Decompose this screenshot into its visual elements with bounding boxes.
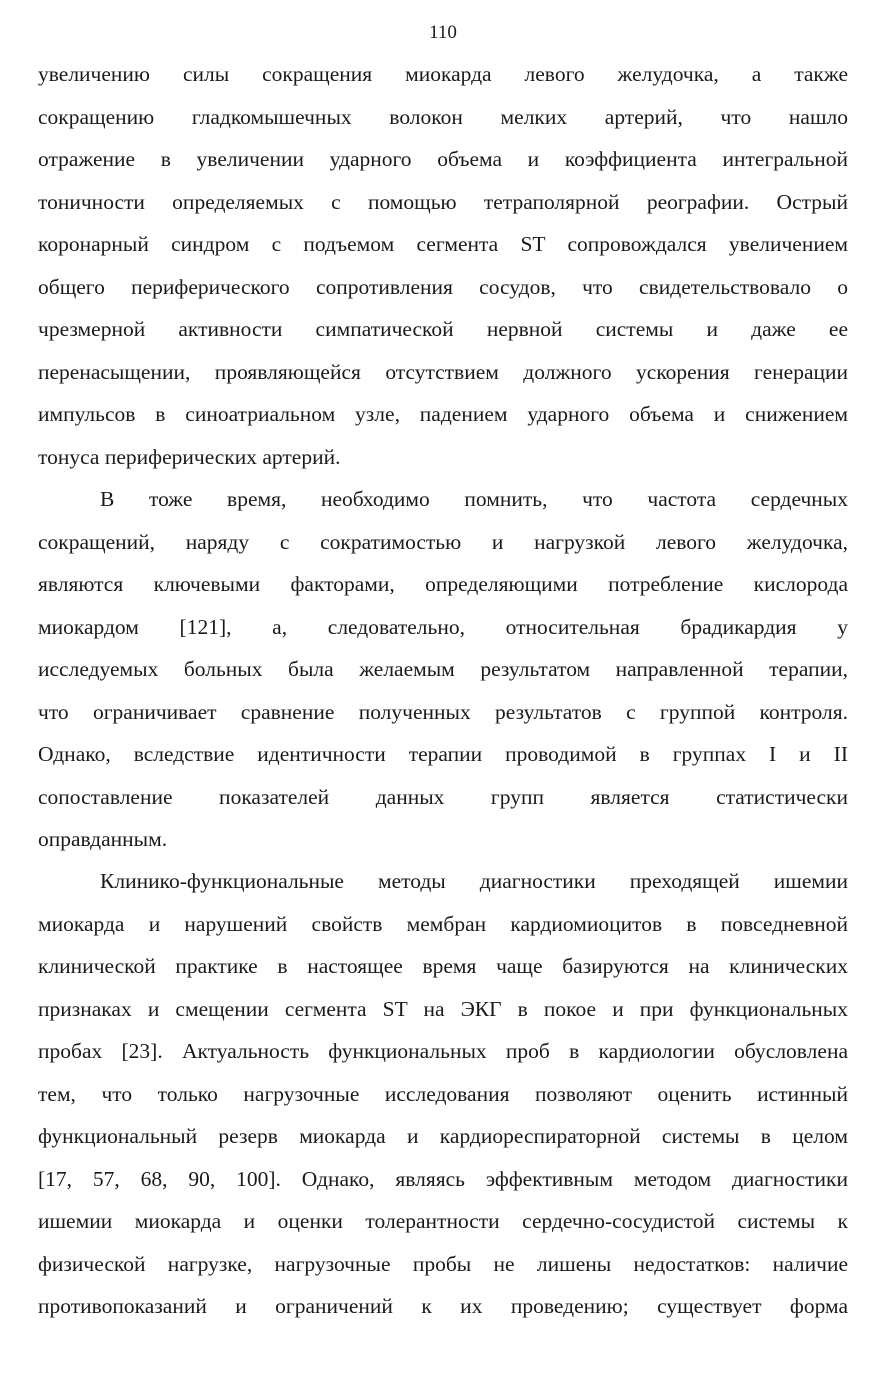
paragraph-2: [38, 478, 848, 861]
text-line: импульсов в синоатриальном узле, падением ударного объема и снижением: [38, 402, 848, 426]
text-line: Клинико-функциональные методы диагностики преходящей ишемии: [100, 869, 848, 893]
text-line: функциональный резерв миокарда и кардиореспираторной системы в целом: [38, 1124, 848, 1148]
text-line: противопоказаний и ограничений к их проведению; существует форма: [38, 1294, 848, 1318]
text-line: коронарный синдром с подъемом сегмента ST сопровождался увеличением: [38, 232, 848, 256]
text-line: пробах [23]. Актуальность функциональных проб в кардиологии обусловлена: [38, 1039, 848, 1063]
text-line: тоничности определяемых с помощью тетраполярной реографии. Острый: [38, 189, 848, 214]
text-line: чрезмерной активности симпатической нервной системы и даже ее: [38, 317, 848, 341]
text-line: миокардом [121], а, следовательно, относительная брадикардия у: [38, 614, 848, 639]
text-line: Однако, вследствие идентичности терапии проводимой в группах I и II: [38, 742, 848, 766]
paragraph-1: [38, 53, 848, 478]
text-line: исследуемых больных была желаемым результатом направленной терапии,: [38, 657, 848, 681]
text-line: перенасыщении, проявляющейся отсутствием должного ускорения генерации: [38, 359, 848, 384]
text-line: признаках и смещении сегмента ST на ЭКГ в покое и при функциональных: [38, 996, 848, 1021]
text-line: тем, что только нагрузочные исследования позволяют оценить истинный: [38, 1081, 848, 1106]
text-line: отражение в увеличении ударного объема и коэффициента интегральной: [38, 147, 848, 171]
text-line: [17, 57, 68, 90, 100]. Однако, являясь эффективным методом диагностики: [38, 1166, 848, 1191]
text-line: что ограничивает сравнение полученных результатов с группой контроля.: [38, 699, 848, 724]
text-line: физической нагрузке, нагрузочные пробы не лишены недостатков: наличие: [38, 1251, 848, 1276]
text-line: общего периферического сопротивления сосудов, что свидетельствовало о: [38, 274, 848, 299]
text-line: оправданным.: [38, 827, 168, 851]
paragraph-3: [38, 860, 848, 1328]
text-line: сокращению гладкомышечных волокон мелких артерий, что нашло: [38, 104, 848, 129]
text-line: миокарда и нарушений свойств мембран кардиомиоцитов в повседневной: [38, 911, 848, 936]
text-line: ишемии миокарда и оценки толерантности сердечно-сосудистой системы к: [38, 1209, 848, 1233]
text-line: увеличению силы сокращения миокарда левого желудочка, а также: [38, 62, 848, 86]
text-line: В тоже время, необходимо помнить, что частота сердечных: [100, 487, 848, 511]
text-line: сокращений, наряду с сократимостью и нагрузкой левого желудочка,: [38, 529, 848, 554]
text-line: являются ключевыми факторами, определяющими потребление кислорода: [38, 572, 848, 596]
text-line: сопоставление показателей данных групп является статистически: [38, 784, 848, 809]
text-line: тонуса периферических артерий.: [38, 444, 341, 469]
text-line: клинической практике в настоящее время чаще базируются на клинических: [38, 954, 848, 978]
page-number: 110: [429, 22, 457, 43]
